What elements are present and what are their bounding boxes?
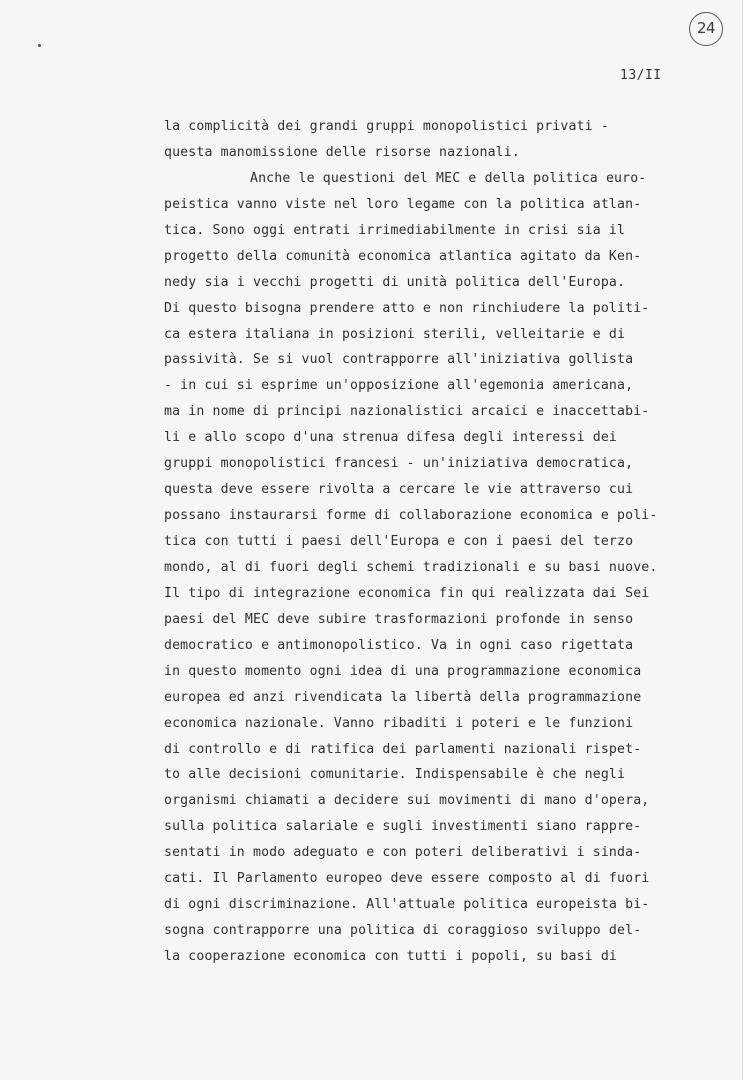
text-line: economica nazionale. Vanno ribaditi i poteri e le funzioni [164, 715, 634, 731]
text-line: in questo momento ogni idea di una programmazione economica [164, 663, 642, 679]
text-line: mondo, al di fuori degli schemi tradizionali e su basi nuove. [164, 559, 658, 575]
text-line: li e allo scopo d'una strenua difesa degli interessi dei [164, 430, 618, 446]
text-line: organismi chiamati a decidere sui movimenti di mano d'opera, [164, 793, 650, 809]
text-line: nedy sia i vecchi progetti di unità politica dell'Europa. [164, 274, 626, 290]
text-line: cati. Il Parlamento europeo deve essere composto al di fuori [164, 871, 650, 887]
text-line: la complicità dei grandi gruppi monopolistici privati - [164, 119, 609, 134]
text-line: passività. Se si vuol contrapporre all'iniziativa gollista [164, 352, 634, 368]
text-line: di controllo e di ratifica dei parlamenti nazionali rispet- [164, 741, 642, 757]
text-line: ma in nome di principi nazionalistici arcaici e inaccettabi- [164, 404, 650, 420]
text-line: questa manomissione delle risorse nazionali. [164, 144, 520, 160]
text-line: tica. Sono oggi entrati irrimediabilmente in crisi sia il [164, 222, 626, 238]
text-line: Il tipo di integrazione economica fin qui realizzata dai Sei [164, 585, 650, 601]
text-line: paesi del MEC deve subire trasformazioni profonde in senso [164, 611, 634, 627]
text-line: sogna contrapporre una politica di coraggioso sviluppo del- [164, 923, 642, 939]
text-line: progetto della comunità economica atlantica agitato da Ken- [164, 248, 642, 264]
text-line: tica con tutti i paesi dell'Europa e con i paesi del terzo [164, 534, 634, 549]
text-line: democratico e antimonopolistico. Va in ogni caso rigettata [164, 637, 634, 653]
scan-speck [38, 44, 41, 47]
text-line: europea ed anzi rivendicata la libertà della programmazione [164, 689, 642, 705]
folio-stamp: 24 [689, 12, 723, 46]
text-line: gruppi monopolistici francesi - un'iniziativa democratica, [164, 456, 634, 472]
text-line: di ogni discriminazione. All'attuale politica europeista bi- [164, 897, 650, 913]
text-line: la cooperazione economica con tutti i popoli, su basi di [164, 949, 618, 964]
text-line: to alle decisioni comunitarie. Indispensabile è che negli [164, 767, 626, 783]
text-line: possano instaurarsi forme di collaborazione economica e poli- [164, 508, 658, 524]
text-line: Di questo bisogna prendere atto e non rinchiudere la politi- [164, 300, 650, 316]
text-line: Anche le questioni del MEC e della politica euro- [250, 170, 647, 186]
text-line: peistica vanno viste nel loro legame con la politica atlan- [164, 196, 642, 212]
text-line: - in cui si esprime un'opposizione all'egemonia americana, [164, 378, 634, 394]
typewritten-body [164, 114, 709, 970]
page-reference: 13/II [620, 68, 662, 83]
text-line: ca estera italiana in posizioni sterili, velleitarie e di [164, 326, 626, 342]
text-line: sentati in modo adeguato e con poteri deliberativi i sinda- [164, 845, 642, 861]
text-line: sulla politica salariale e sugli investimenti siano rappre- [164, 819, 642, 835]
text-line: questa deve essere rivolta a cercare le vie attraverso cui [164, 482, 634, 498]
